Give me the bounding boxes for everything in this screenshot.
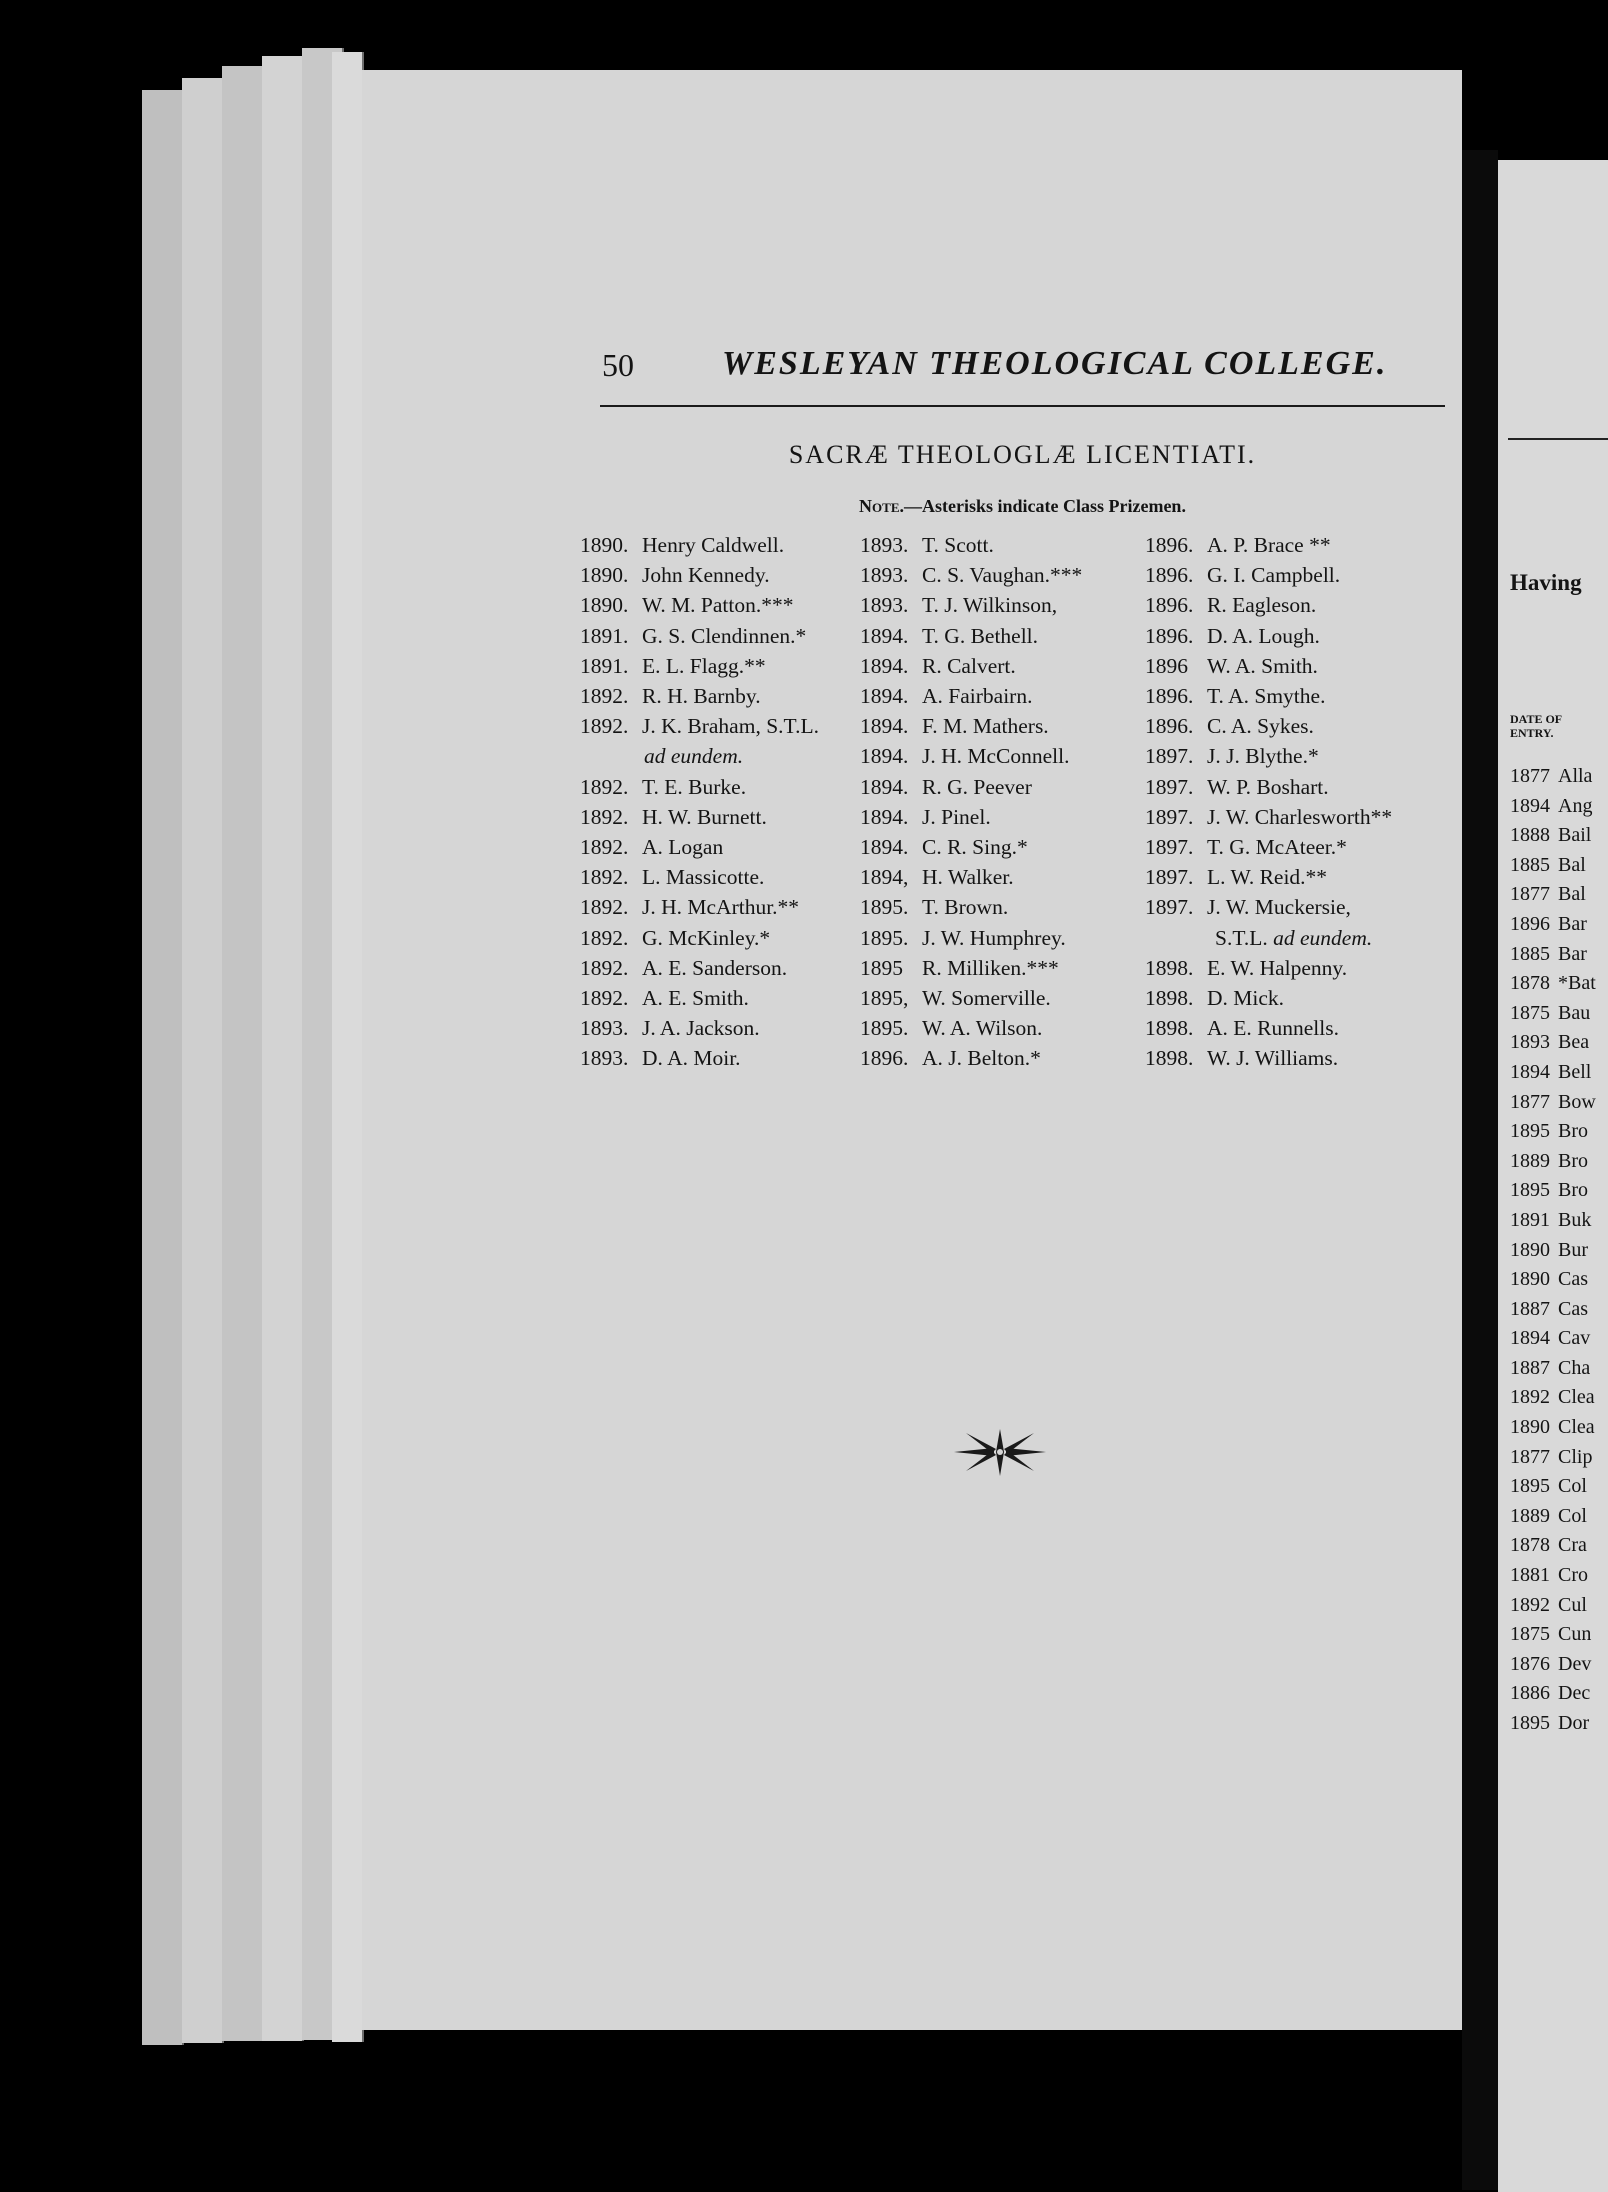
list-item: 1894. C. R. Sing.* bbox=[860, 835, 1028, 860]
list-item: 1893. D. A. Moir. bbox=[580, 1046, 741, 1071]
list-item: 1894. T. G. Bethell. bbox=[860, 623, 1039, 648]
list-item: 1890. W. M. Patton.*** bbox=[580, 593, 794, 618]
list-item: 1892. J. K. Braham, S.T.L. bbox=[580, 714, 819, 739]
list-item: 1894. A. Fairbairn. bbox=[860, 684, 1033, 709]
facing-list-item: 1878 *Bat bbox=[1510, 972, 1596, 995]
facing-list-item: 1891 Buk bbox=[1510, 1208, 1592, 1231]
facing-list-item: 1885 Bal bbox=[1510, 853, 1586, 876]
list-item: 1898. E. W. Halpenny. bbox=[1145, 955, 1348, 980]
facing-list-item: 1895 Col bbox=[1510, 1475, 1587, 1498]
list-item: 1892. R. H. Barnby. bbox=[580, 684, 761, 709]
facing-list-item: 1877 Alla bbox=[1510, 765, 1593, 787]
list-item: 1893. C. S. Vaughan.*** bbox=[860, 563, 1083, 588]
list-item: 1895. J. W. Humphrey. bbox=[860, 925, 1066, 950]
list-item: 1897. J. W. Charlesworth** bbox=[1145, 804, 1393, 829]
page-number: 50 bbox=[602, 347, 634, 383]
facing-list-item: 1890 Cas bbox=[1510, 1268, 1588, 1291]
licentiate-column-2 bbox=[860, 530, 1150, 1074]
running-title: WESLEYAN THEOLOGICAL COLLEGE. bbox=[722, 345, 1388, 382]
page-edge bbox=[182, 78, 224, 2043]
list-item: 1895 R. Milliken.*** bbox=[860, 955, 1059, 980]
section-title: SACRÆ THEOLOGLÆ LICENTIATI. bbox=[788, 440, 1257, 469]
licentiate-column-3 bbox=[1145, 530, 1445, 1074]
facing-list-item: 1885 Bar bbox=[1510, 942, 1587, 965]
list-item: 1897. T. G. McAteer.* bbox=[1145, 835, 1347, 860]
list-item: 1897. W. P. Boshart. bbox=[1145, 774, 1329, 799]
facing-list-item: 1894 Bell bbox=[1510, 1060, 1592, 1083]
list-item: 1897. L. W. Reid.** bbox=[1145, 865, 1328, 890]
facing-list-item: 1890 Bur bbox=[1510, 1238, 1588, 1261]
list-item: 1897. J. J. Blythe.* bbox=[1145, 744, 1319, 769]
facing-list-item: 1895 Bro bbox=[1510, 1120, 1588, 1143]
facing-list-item: 1895 Bro bbox=[1510, 1179, 1588, 1202]
list-item: 1892. L. Massicotte. bbox=[580, 865, 765, 890]
facing-list-item: 1878 Cra bbox=[1510, 1534, 1587, 1557]
facing-list-item: 1889 Col bbox=[1510, 1504, 1587, 1527]
list-item-continuation: S.T.L. ad eundem. bbox=[1215, 925, 1373, 950]
licentiate-column-1 bbox=[580, 530, 870, 1074]
facing-list-item: 1877 Bow bbox=[1510, 1090, 1596, 1113]
list-item: 1890. John Kennedy. bbox=[580, 563, 770, 588]
note-text: —Asterisks indicate Class Prizemen. bbox=[903, 496, 1186, 516]
list-item: 1892. A. E. Smith. bbox=[580, 986, 749, 1011]
list-item: 1892. T. E. Burke. bbox=[580, 774, 747, 799]
list-item: 1896. C. A. Sykes. bbox=[1145, 714, 1314, 739]
list-item: 1896. A. J. Belton.* bbox=[860, 1046, 1041, 1071]
list-item: 1894. R. Calvert. bbox=[860, 653, 1016, 678]
list-item: 1895. T. Brown. bbox=[860, 895, 1009, 920]
book-gutter bbox=[1462, 150, 1498, 2190]
facing-list-item: 1881 Cro bbox=[1510, 1564, 1588, 1587]
list-item: 1895. W. A. Wilson. bbox=[860, 1016, 1043, 1041]
page-edge bbox=[332, 52, 364, 2042]
section-note bbox=[600, 496, 1445, 517]
facing-list-item: 1888 Bail bbox=[1510, 824, 1592, 847]
list-item: 1892. H. W. Burnett. bbox=[580, 804, 767, 829]
facing-list-item: 1890 Clea bbox=[1510, 1416, 1595, 1439]
facing-list-item: 1894 Cav bbox=[1510, 1327, 1591, 1350]
facing-list-item: 1876 Dev bbox=[1510, 1652, 1592, 1675]
page-header bbox=[602, 345, 1447, 405]
date-of-entry-label: DATE OF ENTRY. bbox=[1510, 712, 1563, 740]
list-item: 1894. J. H. McConnell. bbox=[860, 744, 1070, 769]
facing-page-heading: Having bbox=[1510, 570, 1582, 595]
list-item: 1894. R. G. Peever bbox=[860, 774, 1032, 799]
list-item: 1896. R. Eagleson. bbox=[1145, 593, 1317, 618]
list-item-continuation: ad eundem. bbox=[644, 744, 744, 769]
facing-list-item: 1877 Bal bbox=[1510, 883, 1586, 906]
facing-page-list bbox=[1510, 762, 1596, 1739]
list-item: 1893. J. A. Jackson. bbox=[580, 1016, 760, 1041]
list-item: 1896. A. P. Brace ** bbox=[1145, 533, 1331, 557]
facing-list-item: 1886 Dec bbox=[1510, 1682, 1591, 1705]
facing-list-item: 1894 Ang bbox=[1510, 794, 1593, 817]
facing-list-item: 1893 Bea bbox=[1510, 1031, 1590, 1054]
list-item: 1895, W. Somerville. bbox=[860, 986, 1051, 1011]
list-item: 1898. A. E. Runnells. bbox=[1145, 1016, 1339, 1041]
list-item: 1896. T. A. Smythe. bbox=[1145, 684, 1326, 709]
facing-list-item: 1875 Cun bbox=[1510, 1623, 1592, 1646]
page-edge bbox=[262, 56, 304, 2041]
page-edge bbox=[222, 66, 264, 2041]
list-item: 1894. J. Pinel. bbox=[860, 804, 991, 829]
ornament-icon bbox=[950, 1425, 1050, 1480]
list-item: 1894. F. M. Mathers. bbox=[860, 714, 1049, 739]
list-item: 1896. D. A. Lough. bbox=[1145, 623, 1320, 648]
list-item: 1891. G. S. Clendinnen.* bbox=[580, 623, 807, 648]
list-item: 1897. J. W. Muckersie, bbox=[1145, 895, 1351, 920]
note-lead: Note. bbox=[859, 496, 904, 516]
facing-list-item: 1892 Cul bbox=[1510, 1593, 1587, 1616]
facing-list-item: 1889 Bro bbox=[1510, 1149, 1588, 1172]
facing-list-item: 1887 Cas bbox=[1510, 1297, 1588, 1320]
facing-list-item: 1892 Clea bbox=[1510, 1386, 1595, 1409]
list-item: 1890. Henry Caldwell. bbox=[580, 533, 785, 557]
list-item: 1892. J. H. McArthur.** bbox=[580, 895, 800, 920]
facing-list-item: 1875 Bau bbox=[1510, 1001, 1591, 1024]
header-rule bbox=[600, 405, 1445, 407]
list-item: 1892. A. E. Sanderson. bbox=[580, 955, 788, 980]
facing-page bbox=[1498, 160, 1608, 2192]
list-item: 1892. A. Logan bbox=[580, 835, 724, 860]
list-item: 1896 W. A. Smith. bbox=[1145, 653, 1318, 678]
list-item: 1898. D. Mick. bbox=[1145, 986, 1285, 1011]
list-item: 1896. G. I. Campbell. bbox=[1145, 563, 1341, 588]
facing-list-item: 1877 Clip bbox=[1510, 1445, 1593, 1468]
list-item: 1894, H. Walker. bbox=[860, 865, 1014, 890]
list-item: 1898. W. J. Williams. bbox=[1145, 1046, 1339, 1071]
list-item: 1893. T. Scott. bbox=[860, 533, 994, 557]
page-edge bbox=[142, 90, 184, 2045]
list-item: 1891. E. L. Flagg.** bbox=[580, 653, 766, 678]
facing-page-rule bbox=[1508, 438, 1608, 440]
list-item: 1892. G. McKinley.* bbox=[580, 925, 771, 950]
facing-list-item: 1887 Cha bbox=[1510, 1356, 1591, 1379]
list-item: 1893. T. J. Wilkinson, bbox=[860, 593, 1058, 618]
facing-list-item: 1895 Dor bbox=[1510, 1712, 1590, 1734]
facing-list-item: 1896 Bar bbox=[1510, 912, 1587, 935]
